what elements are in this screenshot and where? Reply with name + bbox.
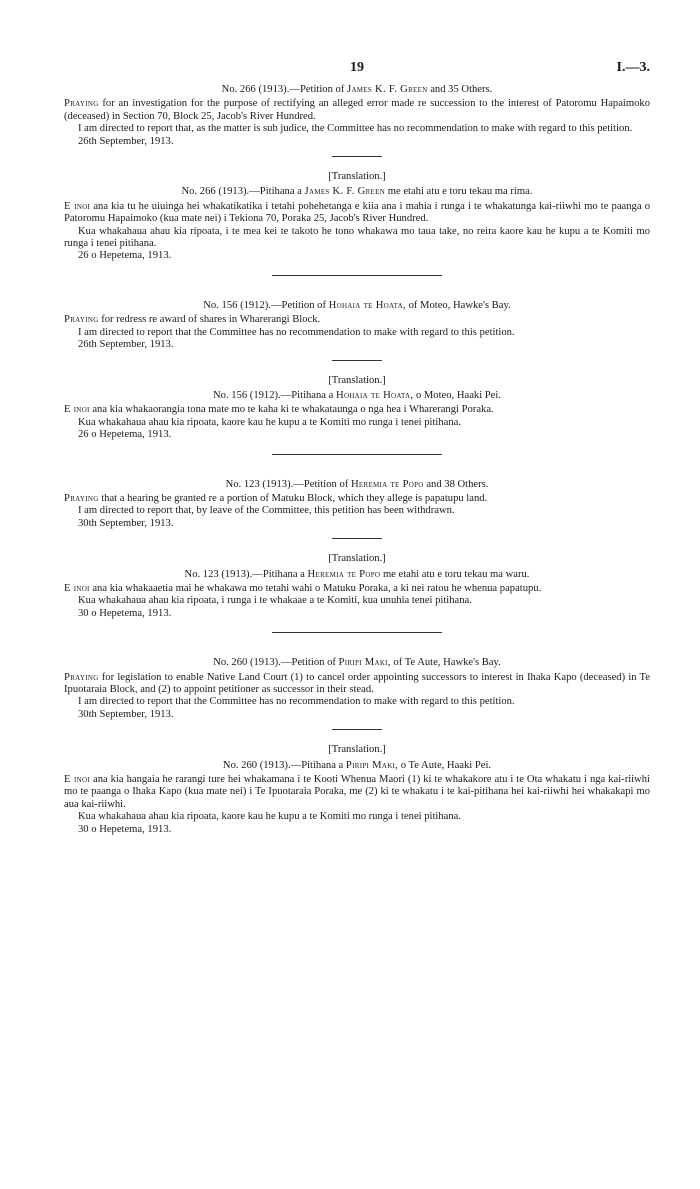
translation-report: Kua whakahaua ahau kia ripoata, kaore kau he kupu a te Komiti mo runga i tenei pitihana. [78,811,462,823]
petitioner-name: Heremia te Popo [350,478,424,490]
translation-label: [Translation.] [328,171,386,183]
translation-label: [Translation.] [328,374,386,386]
petition-title: No. 123 (1913).—Petition of Heremia te Popo and 38 Others. [225,478,489,490]
short-divider [332,729,382,730]
section-divider [272,275,442,276]
translation-report: Kua whakahaua ahau kia ripoata, i runga i te whakaae a te Komiti, kua unuhia tenei pitihana. [78,595,472,607]
petition-date: 30th September, 1913. [78,517,174,529]
page-number: 19 [350,60,364,75]
petition-body: Praying that a hearing be granted re a portion of Matuku Block, which they allege is papatupu land. [64,492,488,504]
page-header [64,62,650,84]
petition-title: No. 156 (1912).—Petition of Hohaia te Hoata, of Moteo, Hawke's Bay. [203,299,511,311]
translation-body: E inoi ana kia whakaorangia tona mate mo te kaha ki te whakataunga o nga hea i Wharerangi Poraka. [64,404,494,416]
translation-report: Kua whakahaua ahau kia ripoata, i te mea kei te takoto he tono whakawa mo taua take, no reira kaore kau he kupu a te Komiti mo runga i tenei pitihana. [64,225,650,250]
petitioner-name: James K. F. Green [347,84,428,95]
translation-title: No. 266 (1913).—Pitihana a James K. F. Green me etahi atu e toru tekau ma rima. [181,186,533,198]
document-reference: I.—3. [616,60,650,75]
translation-body: E inoi ana kia whakaaetia mai he whakawa mo tetahi wahi o Matuku Poraka, a ki nei ratou he whenua papatupu. [64,582,542,594]
petition-report: I am directed to report that, by leave of the Committee, this petition has been withdrawn. [78,505,455,517]
translation-body: E inoi ana kia hangaia he rarangi ture hei whakamana i te Kooti Whenua Maori (1) ki te whakakore atu i te Ota whakatu i nga kai-riiwhi mo te paanga o Ihaka Kapo (kua mate nei) i Te Ipuotaraia Poraka, me (2) ki te whakatu i te kai-pitihana hei kai-riiwhi hei whakakapi mo aua kai-riiwhi. [64,774,650,810]
short-divider [332,538,382,539]
petition-body: Praying for an investigation for the purpose of rectifying an alleged error made re succession to the interest of Patoromu Hapaimoko (deceased) in Section 70, Block 25, Jacob's River Hundred. [64,98,650,122]
petitioner-name: Hohaia te Hoata, [328,299,406,311]
petition-body: Praying for legislation to enable Native Land Court (1) to cancel order appointing successors to interest in Ihaka Kapo (deceased) in Te Ipuotaraia Block, and (2) to appoint petitioner as successor in their stead. [64,671,650,695]
translation-title: No. 260 (1913).—Pitihana a Piripi Maki, o Te Aute, Haaki Pei. [222,759,492,771]
petition-section [64,657,650,836]
petitioner-name: Piripi Maki, [338,657,391,669]
section-divider [272,632,442,633]
translation-report: Kua whakahaua ahau kia ripoata, kaore kau he kupu a te Komiti mo runga i tenei pitihana. [78,416,462,428]
petition-date: 26th September, 1913. [78,339,174,351]
petition-report: I am directed to report that, as the matter is sub judice, the Committee has no recommendation to make with regard to this petition. [78,123,633,135]
short-divider [332,360,382,361]
translation-date: 26 o Hepetema, 1913. [78,429,172,441]
translation-label: [Translation.] [328,744,386,756]
petition-report: I am directed to report that the Committee has no recommendation to make with regard to this petition. [78,696,515,708]
translation-label: [Translation.] [328,553,386,565]
translation-title: No. 156 (1912).—Pitihana a Hohaia te Hoata, o Moteo, Haaki Pei. [213,389,501,401]
translation-date: 30 o Hepetema, 1913. [78,823,172,835]
translation-title: No. 123 (1913).—Pitihana a Heremia te Popo me etahi atu e toru tekau ma waru. [184,568,530,580]
section-divider [272,454,442,455]
short-divider [332,156,382,157]
petition-report: I am directed to report that the Committee has no recommendation to make with regard to this petition. [78,326,515,338]
petition-title: No. 260 (1913).—Petition of Piripi Maki, of Te Aute, Hawke's Bay. [213,657,501,669]
petition-date: 26th September, 1913. [78,135,174,147]
translation-body: E inoi ana kia tu he uiuinga hei whakatikatika i tetahi pohehetanga e kiia ana i mahia i runga i te whakatunga kai-riiwhi mo te paanga o Patoromu Hapaimoko (kua mate nei) i Tekiona 70, Poraka 25, Jacob's River Hundred. [64,200,650,225]
petition-date: 30th September, 1913. [78,708,174,720]
petition-title: No. 266 (1913).—Petition of James K. F. Green and 35 Others. [221,84,493,95]
translation-date: 26 o Hepetema, 1913. [78,250,172,262]
petition-section [64,479,650,634]
translation-date: 30 o Hepetema, 1913. [78,607,172,619]
petition-section [64,300,650,455]
petition-body: Praying for redress re award of shares in Wharerangi Block. [64,314,321,326]
petition-section [64,84,650,276]
